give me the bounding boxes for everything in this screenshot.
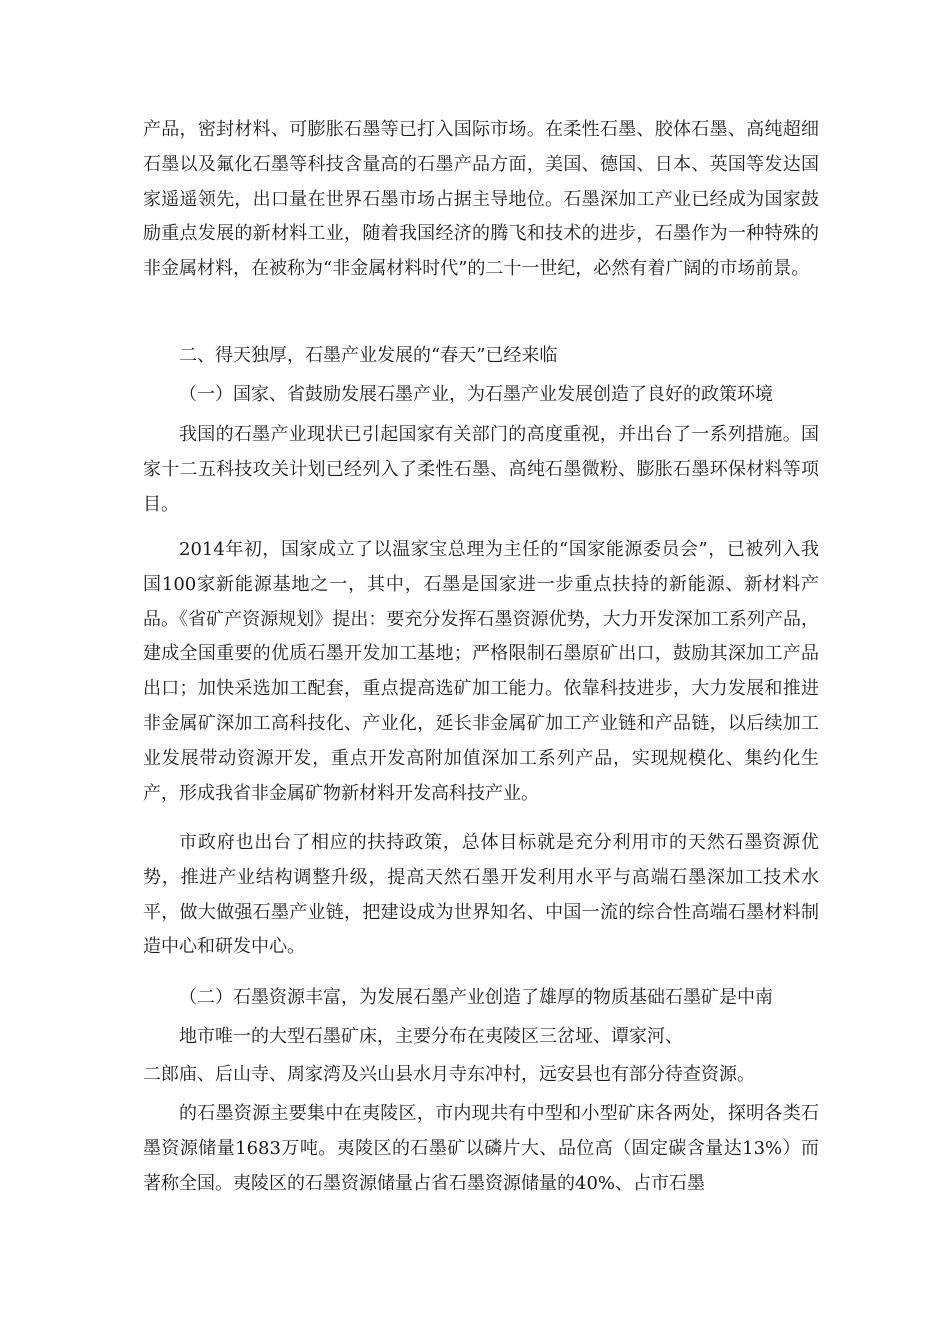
paragraph-2014 — [143, 533, 819, 811]
paragraph-reserves — [143, 1097, 819, 1201]
paragraph-national-policy — [143, 418, 819, 522]
section-heading-2 — [143, 339, 819, 374]
paragraph-0: 产品，密封材料、可膨胀石墨等已打入国际市场。在柔性石墨、胶体石墨、高纯超细石墨以及氟化石墨等科技含量高的石墨产品方面，美国、德国、日本、英国等发达国家遥遥领先，出口量在世界石墨市场占据主导地位。石墨深加工产业已经成为国家鼓励重点发展的新材料工业，随着我国经济的腾飞和技术的进步，石墨作为一种特殊的非金属材料，在被称为“非金属材料时代”的二十一世纪，必然有着广阔的市场前景。 — [143, 119, 819, 280]
paragraph-4: 2014年初，国家成立了以温家宝总理为主任的“国家能源委员会”，已被列入我国100家新能源基地之一，其中，石墨是国家进一步重点扶持的新能源、新材料产品。《省矿产资源规划》提出：要充分发挥石墨资源优势，大力开发深加工系列产品，建成全国重要的优质石墨开发加工基地；严格限制石墨原矿出口，鼓励其深加工产品出口；加快采选加工配套，重点提高选矿加工能力。依靠科技进步，大力发展和推进非金属矿深加工高科技化、产业化，延长非金属矿加工产业链和产品链，以后续加工业发展带动资源开发，重点开发高附加值深加工系列产品，实现规模化、集约化生产，形成我省非金属矿物新材料开发高科技产业。 — [143, 539, 819, 804]
paragraph-8: 二郎庙、后山寺、周家湾及兴山县水月寺东冲村，远安县也有部分待查资源。 — [143, 1064, 755, 1085]
paragraph-3: 我国的石墨产业现状已引起国家有关部门的高度重视，并出台了一系列措施。国家十二五科技攻关计划已经列入了柔性石墨、高纯石墨微粉、膨胀石墨环保材料等项目。 — [143, 424, 819, 515]
line-locations — [143, 1058, 819, 1093]
line-deposit — [143, 1020, 819, 1055]
subheading-2 — [143, 981, 819, 1016]
heading-section-two: 二、得天独厚，石墨产业发展的“春天”已经来临 — [179, 345, 558, 366]
subheading-policy: （一）国家、省鼓励发展石墨产业，为石墨产业发展创造了良好的政策环境 — [179, 384, 773, 405]
paragraph-7: 地市唯一的大型石墨矿床，主要分布在夷陵区三岔垭、谭家河、 — [179, 1026, 683, 1047]
paragraph-5: 市政府也出台了相应的扶持政策，总体目标就是充分利用市的天然石墨资源优势，推进产业结构调整升级，提高天然石墨开发利用水平与高端石墨深加工技术水平，做大做强石墨产业链，把建设成为世界知名、中国一流的综合性高端石墨材料制造中心和研发中心。 — [143, 832, 819, 958]
subheading-resources: （二）石墨资源丰富，为发展石墨产业创造了雄厚的物质基础石墨矿是中南 — [179, 987, 773, 1008]
paragraph-city-policy — [143, 826, 819, 965]
subheading-1 — [143, 378, 819, 413]
paragraph-9: 的石墨资源主要集中在夷陵区，市内现共有中型和小型矿床各两处，探明各类石墨资源储量1683万吨。夷陵区的石墨矿以磷片大、品位高（固定碳含量达13%）而著称全国。夷陵区的石墨资源储量占省石墨资源储量的40%、占市石墨 — [143, 1103, 819, 1194]
paragraph-intro-continued — [143, 113, 819, 287]
